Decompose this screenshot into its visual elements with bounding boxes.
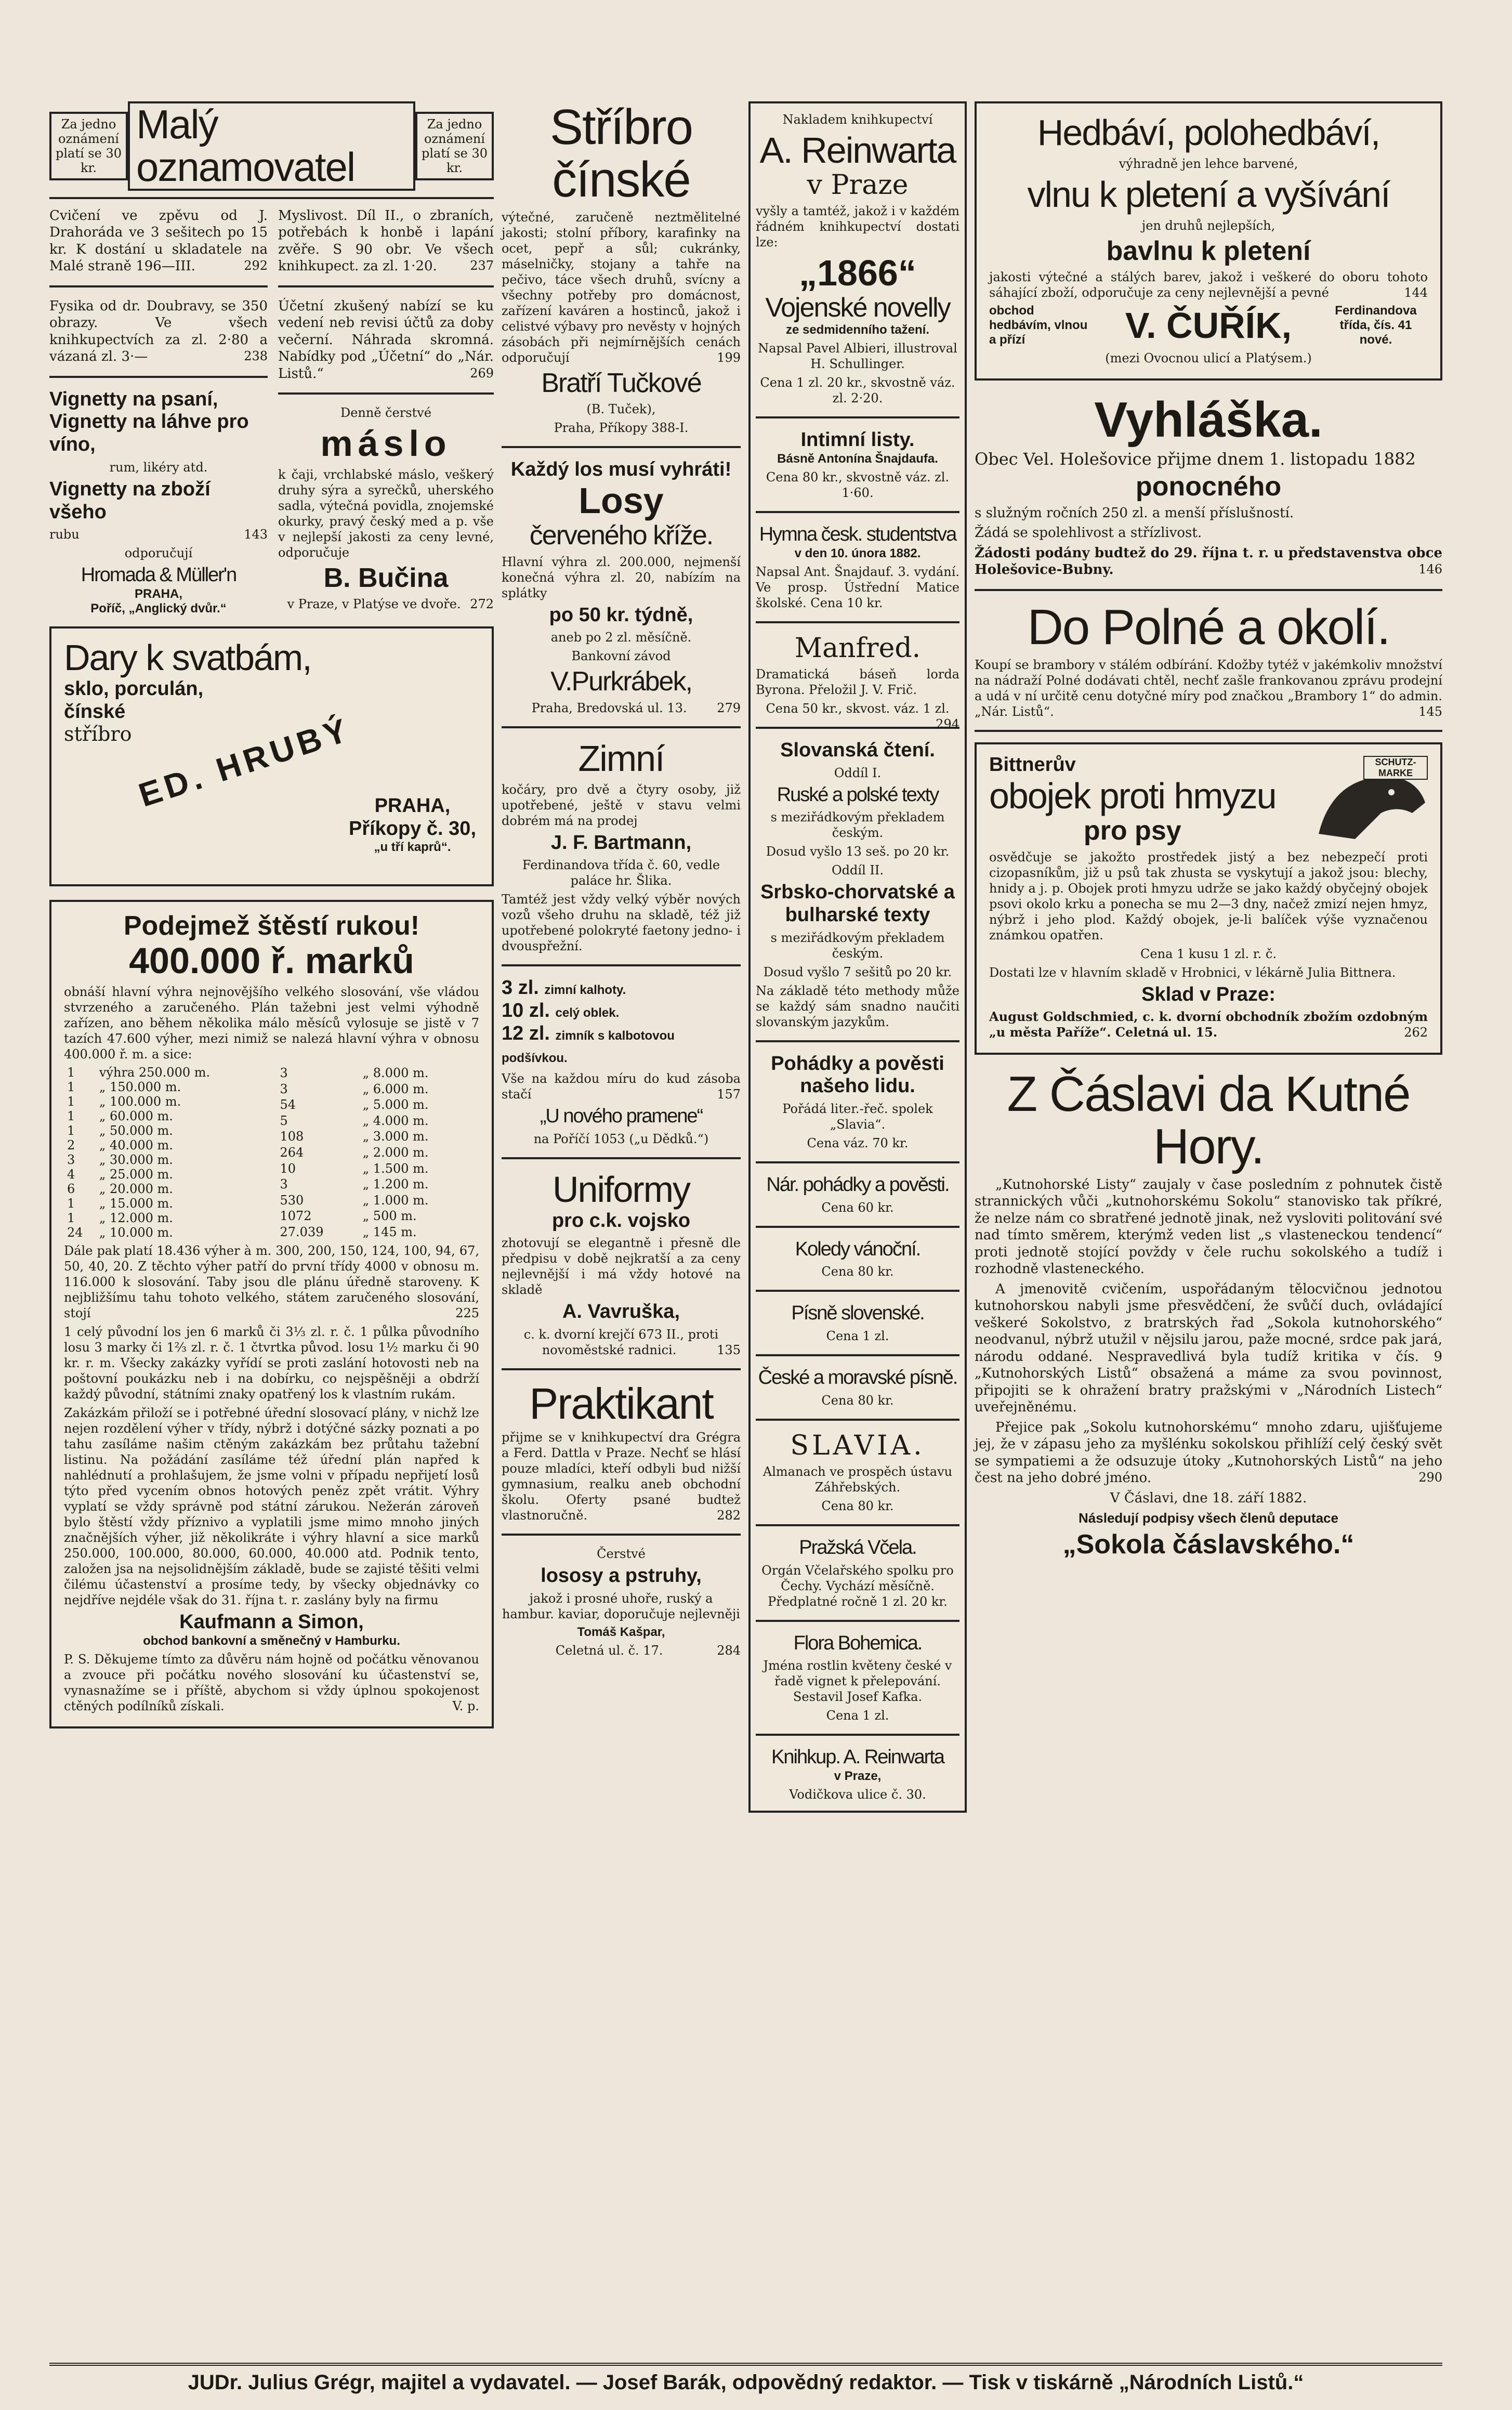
prize-row: 5 „ 4.000 m. <box>280 1113 429 1128</box>
lottery-amount: 400.000 ř. marků <box>129 940 414 981</box>
prize-row: 1 „ 60.000 m. <box>67 1109 173 1124</box>
article-caslav: Z Čáslavi da Kutné Hory. „Kutnohorské Listy“ zaujaly v čase posledním z pohnutek čistě strannických vůči „kutnohorskému Sokolu“ stanovisko tak příkré, že nelze nám co sbratřené jednotě jinak, než vysloviti politování své nad tímto směrem, kterýmž veden list „s vlasteneckou tendencí“ proti jednotě stojící povždy v čele ruchu sokolského a tudíž i rozhodně vlasteneckého. A jmenovitě cvičením, uspořádaným tělocvičnou jednotou kutnohorskou nabyli jsme přesvědčení, že svůčí duch, ovládající veškeré Sokolstvo, z bratrských řad „Sokola kutnohorského“ neodvanul, nýbrž utužil v nějsilu jarou, paže mocné, srdce pak jará, národu oddané. Nespravedlivá byla tudíž kritika v čís. 9 „Kutnohorských Listů“ obsažená a máme za svou povinnost, připojiti se k ohražení bratry pražskými v „Národních Listech“ uveřejněnému. Přejice pak „Sokolu kutnohorskému“ mnoho zdaru, ujišťujeme jej, že v zápasu jeho za myšlénku sokolskou přihlíží celý český svět se sympatiemi a že odsuzuje útoky „Kutnohorských Listů“ na jeho čest na jeho dobré jméno. 290 V Čáslavi, dne 18. září 1882. Následují podpisy všech členů deputace „Sokola čáslavského.“ <box>975 1066 1442 1560</box>
prize-row: 27.039 „ 145 m. <box>280 1224 417 1239</box>
polne-title: Do Polné a okolí. <box>1027 599 1390 655</box>
ad-zimni: Zimní kočáry, pro dvě a čtyry osoby, již upotřebené, ještě v stavu velmi dobrém má na prodej J. F. Bartmann, Ferdinandova třída č. 60, vedle paláce hr. Šlika. Tamtéž jest vždy velký výběr nových vozů všeho druhu na skladě, též již upotřebené polokryté faetony jedno- i dvouspřežní. <box>502 738 741 954</box>
curik-firm: V. ČUŘÍK, <box>1125 305 1292 346</box>
prize-row: 10 „ 1.500 m. <box>280 1161 429 1176</box>
prize-row: 1 „ 15.000 m. <box>67 1196 173 1211</box>
tuckove-firm: Bratří Tučkové <box>541 368 701 398</box>
dog-head-illustration: SCHUTZ-MARKE <box>1308 756 1428 844</box>
ad-cviceni: Cvičení ve zpěvu od J. Drahoráda ve 3 sešitech po 15 kr. K dostání u skladatele na Malé straně 196—III. 292 <box>49 207 268 274</box>
prize-row: 3 „ 1.200 m. <box>280 1177 429 1192</box>
prize-row: 2 „ 40.000 m. <box>67 1138 173 1153</box>
ad-polne: Do Polné a okolí. Koupí se brambory v stálém odbírání. Kdožby tytéž v jakémkoliv množství na nádraží Polné dodávati chtěl, nechť zašle frankovanou zprávu prodejní a udá v ní určitě cenu dotyčné míry pod značkou „Brambory 1“ do admin. „Nár. Listů“. 145 <box>975 599 1442 719</box>
prizes-left <box>64 1065 267 1240</box>
ad-praktikant: Praktikant přijme se v knihkupectví dra Grégra a Ferd. Dattla v Praze. Nechť se hlásí pouze mladíci, kteří odbyli bud nižší gymnasium, realku aneb obchodní školu. Oferty psané budtež vlastnoručně. 282 <box>502 1379 741 1523</box>
vyhlaska-title: Vyhláška. <box>1094 392 1323 448</box>
ad-fysika: Fysika od dr. Doubravy, se 350 obrazy. Ve všech knihkupectvích za zl. 2·80 a vázaná zl. 3·— 238 <box>49 298 268 365</box>
prize-row: 1 výhra 250.000 m. <box>67 1065 211 1080</box>
obojek-title: obojek proti hmyzu <box>989 776 1276 817</box>
small-ads-right <box>278 204 494 616</box>
ad-maslo: Denně čerstvé máslo k čaji, vrchlabské máslo, veškerý druhy sýra a syrečků, uherského sadla, výtečná povidla, znojemské okurky, pravý český med a p. vše v nejlepší jakosti za ceny levné, odporučuje B. Bučina v Praze, v Platýse ve dvoře. 272 <box>278 405 494 612</box>
ad-reinwart: Nakladem knihkupectví A. Reinwarta v Praze vyšly a tamtéž, jakož i v každém řádném knihkupectví dostati lze: „1866“ Vojenské novelly ze sedmidenního tažení. Napsal Pavel Albieri, illustroval H. Schullinger. Cena 1 zl. 20 kr., skvostně váz. zl. 2·20. Intimní listy. Básně Antonína Šnajdaufa. Cena 80 kr., skvostně váz. zl. 1·60. Hymna česk. studentstva v den 10. února 1882. Napsal Ant. Šnajdauf. 3. vydání. Ve prosp. Ústřední Matice školské. Cena 10 kr. Manfred. Dramatická báseň lorda Byrona. Přeložil J. V. Frič. Cena 50 kr., skvost. váz. 1 zl. 294 Slovanská čtení. Oddíl I. Ruské a polské texty s meziřádkovým překladem českým. Dosud vyšlo 13 seš. po 20 kr. Oddíl II. Srbsko-chorvatské a bulharské texty s meziřádkovým překladem českým. Dosud vyšlo 7 sešitů po 20 kr. Na základě této methody může se každý sám snadno naučiti slovanským jazykům. Pohádky a pověsti našeho lidu. Pořádá liter.-řeč. spolek „Slavia“. Cena váz. 70 kr. Nár. pohádky a pověsti. Cena 60 kr. Koledy vánoční. Cena 80 kr. Písně slovenské. Cena 1 zl. České a moravské písně. Cena 80 kr. SLAVIA. Almanach ve prospěch ústavu Záhřebských. Cena 80 kr. Pražská Včela. Orgán Včelařského spolku pro Čechy. Vychází měsíčně. Předplatné ročně 1 zl. 20 kr. Flora Bohemica. Jména rostlin květeny české v řadě vignet k přelepování. Sestavil Josef Kafka. Cena 1 zl. Knihkup. A. Reinwarta v Praze, Vodičkova ulice č. 30. <box>748 101 967 1813</box>
price-badge-right: Za jedno oznámení platí se 30 kr. <box>415 112 494 180</box>
column-3 <box>748 101 967 1826</box>
ad-hedbavi: Hedbáví, polohedbáví, výhradně jen lehce barvené, vlnu k pletení a vyšívání jen druhů nejlepších, bavlnu k pletení jakosti výtečné a stálých barev, jakož i veškeré do oboru tohoto sáhající zboží, odporučuje za ceny nejlevnější a pevné 144 obchod hedbávím, vlnou a přízí V. ČUŘÍK, Ferdinandova třída, čís. 41 nové. (mezi Ovocnou ulicí a Platýsem.) <box>975 101 1442 381</box>
reinwart-firm: A. Reinwarta <box>759 130 956 171</box>
prize-row: 1 „ 50.000 m. <box>67 1123 173 1138</box>
price-badge-left: Za jedno oznámení platí se 30 kr. <box>49 112 128 180</box>
ad-lososy: Čerstvé lososy a pstruhy, jakož i prosné uhoře, ruský a hambur. kaviar, doporučuje nejlevněji Tomáš Kašpar, Celetná ul. č. 17. 284 <box>502 1547 741 1658</box>
hedbavi-title: Hedbáví, polohedbáví, <box>1037 112 1380 153</box>
ad-obojek: Bittnerův obojek proti hmyzu pro psy SCHUTZ-MARKE osvědčuje se jakožto prostředek jistý a bez nebezpečí proti cizopasníkům, již u psů tak zhusta se vyskytují a jakož jsou: blechy, hnidy a j. p. Obojek proti hmyzu udrže se jako každý obyčejný obojek psovi okolo krku a ponecha se mu 2—3 dny, načež zmizí nejen hmyz, nýbrž i jeho plod. Každý obojek, je-li balíček výše vyznačenou známkou opatřen. Cena 1 kusu 1 zl. r. č. Dostati lze v hlavním skladě v Hrobnici, v lékárně Julia Bittnera. Sklad v Praze: August Goldschmied, c. k. dvorní obchodník zbožím ozdobným „u města Paříže“. Celetná ul. 15. 262 <box>975 742 1442 1055</box>
maslo-title: máslo <box>320 423 452 464</box>
prize-row: 24 „ 10.000 m. <box>67 1225 173 1240</box>
ad-ucetni: Účetní zkušený nabízí se ku vedení neb revisi účtů za doby večerní. Náhrada skromná. Nabídky pod „Účetní“ do „Nár. Listů.“ 269 <box>278 298 494 382</box>
column-2: Stříbro čínské výtečné, zaručeně neztmělitelné jakosti; stolní příbory, karafinky na ocet, pepř a sůl; cukránky, máselničky, stojany a tahře na pečivo, táce všech druhů, svícny a všechny potřeby pro domácnost, zařízení kaváren a hostinců, jakož i celistvé výbavy pro nevěsty v hojných zásobách při nejmírnějších cenách odporučují 199 Bratří Tučkové (B. Tuček), Praha, Příkopy 388-I. Každý los musí vyhráti! Losy červeného kříže. Hlavní výhra zl. 200.000, nejmenší konečná výhra zl. 20, nabízím na splátky po 50 kr. týdně, aneb po 2 zl. měsíčně. Bankovní závod V.Purkrábek, Praha, Bredovská ul. 13. 279 Zimní kočáry, pro dvě a čtyry osoby, již upotřebené, ještě v stavu velmi dobrém má na prodej J. F. Bartmann, Ferdinandova třída č. 60, vedle paláce hr. Šlika. Tamtéž jest vždy velký výběr nových vozů všeho druhu na skladě, též již upotřebené polokryté faetony jedno- i dvouspřežní. 3 zl. zimní kalhoty. 10 zl. celý oblek. 12 zl. zimník s kalbotovou podšívkou. Vše na každou míru do kud zásoba stačí 157 „U nového pramene“ na Poříčí 1053 („u Dědků.“) Uniformy pro c.k. vojsko zhotovují se elegantně i přesně dle předpisu v době nejkratší a za ceny nejlevnější i má vždy hotové na skladě A. Vavruška, c. k. dvorní krejčí 673 II., proti novoměstské radnici. 135 Praktikant přijme se v knihkupectví dra Grégra a Ferd. Dattla v Praze. Nechť se hlásí pouze mladíci, kteří odbyli bud nižší gymnasium, realku aneb obchodní školu. Oferty psané budtež vlastnoručně. 282 Čerstvé lososy a pstruhy, jakož i prosné uhoře, ruský a hambur. kaviar, doporučuje nejlevněji Tomáš Kašpar, Celetná ul. č. 17. 284 <box>502 99 741 1658</box>
purkrabek-firm: V.Purkrábek, <box>550 666 692 697</box>
prize-row: 4 „ 25.000 m. <box>67 1167 173 1182</box>
prizes-right <box>277 1065 480 1240</box>
prize-row: 108 „ 3.000 m. <box>280 1129 429 1144</box>
ad-vignetty: Vignetty na psaní, Vignetty na láhve pro víno, rum, likéry atd. Vignetty na zboží všeho rubu 143 odporučují Hromada & Müller'n PRAHA, Poříč, „Anglický dvůr.“ <box>49 388 268 615</box>
ad-lottery: Podejmež štěstí rukou! 400.000 ř. marků obnáší hlavní výhra nejnovějšího velkého slosování, vše vládou stvrzeného a zaručeného. Plán tažebni jest velmi výhodně zařízen, ano během několika málo měsíců vylosuje se jistě v 7 tazích 47.600 výher, mezi nimiž se nalezá hlavní výhra v obnosu 400.000 ř. m. a sice: 1 výhra 250.000 m. 1 „ 150.000 m. 1 „ 100.000 m. 1 „ 60.000 m. 1 „ 50.000 m. 2 „ 40.000 m. 3 „ 30.000 m. 4 „ 25.000 m. 6 „ 20.000 m. 1 „ 15.000 m. 1 „ 12.000 m. 24 „ 10.000 m. 3 „ 8.000 m. 3 „ 6.000 m. 54 „ 5.000 m. 5 „ 4.000 m. 108 „ 3.000 m. 264 „ 2.000 m. 10 „ 1.500 m. 3 „ 1.200 m. 530 „ 1.000 m. 1072 „ 500 m. 27.039 „ 145 m. Dále pak platí 18.436 výher à m. 300, 200, 150, 124, 100, 94, 67, 50, 40, 20. Z těchto výher patří do první třídy 4000 v obnosu m. 116.000 k slosování. Taby jsou dle plánu úředně staroveny. K nejbližšímu tahu tohoto velkého, státem zaručeného slosování, stojí 225 1 celý původní los jen 6 marků či 3⅓ zl. r. č. 1 půlka původního losu 3 marky či 1⅔ zl. r. č. 1 čtvrtka původ. losu 1½ marku či 90 kr. r. m. Všecky zakázky vyřídí se proti zaslání hotovosti neb na poštovní poukázku neb i na dobírku, co nejspěšněji a obdrží každý původní, státními znaky opatřený los k vlastním rukám. Zakázkám přiloží se i potřebné úřední slosovací plány, v nichž lze nejen rozdělení výher v třídy, nýbrž i dotýčné sázky poznati a po tahu zasíláme našim ctěným zakázkám bez průtahu tažební listinu. Na požádání zasíláme též úřední plán napřed k nahlédnutí a prohlašujem, že jsme volni v případu nepřijetí losů týto před vycením obnos hotových peněz zpět vrátit. Výhry vyplatí se vždy správně pod státní zárukou. Nežerán zároveň bylo štěstí vždy příznivo a vyplatili jsme mimo mnoho jiných značnějších výher, již několikráte i výhry hlavní a sice marků 250.000, 100.000, 80.000, 60.000, 40.000 atd. Podnik tento, založen jsa na nejsolidnějším základě, bude se zajisté těšiti velmi čilému účastenství a prosíme tedy, by všecky objednávky co nejdříve nejdéle však do 31. října t. r. zaslány byly na firmu Kaufmann a Simon, obchod bankovní a směnečný v Hamburku. P. S. Děkujeme tímto za důvěru nám hojně od počátku věnovanou a zvouce při počátku nového slosování ku účastenství se, vynasnažíme se i příště, abychom si vždy úplnou spokojenost ctěných podílníků získali. V. p. <box>49 900 494 1728</box>
prize-row: 264 „ 2.000 m. <box>280 1145 429 1160</box>
small-ads-title: Malý oznamovatel <box>128 101 415 191</box>
prize-row: 1 „ 150.000 m. <box>67 1080 181 1095</box>
zimni-title: Zimní <box>578 738 664 779</box>
vignetty-firm: Hromada & Müller'n <box>81 564 236 586</box>
small-ads-header <box>49 101 494 199</box>
stribro-title: Stříbro čínské <box>549 99 693 207</box>
ad-dary: Dary k svatbám, sklo, porculán, čínské stříbro ED. HRUBÝ PRAHA, Příkopy č. 30, „u tří kaprů“. <box>49 626 494 886</box>
prize-row: 530 „ 1.000 m. <box>280 1193 429 1208</box>
prize-row: 1 „ 100.000 m. <box>67 1094 181 1109</box>
vojenske-novelly: Vojenské novelly <box>765 293 950 323</box>
maslo-firm: B. Bučina <box>323 563 449 594</box>
caslav-title: Z Čáslavi da Kutné Hory. <box>1007 1066 1410 1175</box>
lottery-firm: Kaufmann a Simon, <box>179 1611 364 1633</box>
ad-uniformy: Uniformy pro c.k. vojsko zhotovují se elegantně i přesně dle předpisu v době nejkratší a za ceny nejlevnější i má vždy hotové na skladě A. Vavruška, c. k. dvorní krejčí 673 II., proti novoměstské radnici. 135 <box>502 1169 741 1358</box>
prize-row: 3 „ 8.000 m. <box>280 1066 429 1081</box>
hruby-stamp: ED. HRUBÝ <box>134 710 356 814</box>
prize-row: 3 „ 30.000 m. <box>67 1152 173 1168</box>
column-4 <box>975 101 1442 1560</box>
prize-row: 1072 „ 500 m. <box>280 1209 417 1224</box>
colophon: JUDr. Julius Grégr, majitel a vydavatel. — Josef Barák, odpovědný redaktor. — Tisk v tiskárně „Národních Listů.“ <box>49 2363 1442 2394</box>
ad-myslivost: Myslivost. Díl II., o zbraních, potřebách k honbě i lapání zvěře. S 90 obr. Ve všech knihkupect. za zl. 1·20. 237 <box>278 207 494 274</box>
column-1 <box>49 101 494 1742</box>
praktikant-title: Praktikant <box>529 1379 713 1429</box>
small-ads-left <box>49 204 268 616</box>
prize-row: 54 „ 5.000 m. <box>280 1097 429 1112</box>
lottery-title: Podejmež štěstí rukou! <box>123 910 420 941</box>
prize-tables <box>64 1065 479 1240</box>
ad-vyhlaska: Vyhláška. Obec Vel. Holešovice přijme dnem 1. listopadu 1882 ponocného s služným ročních 250 zl. a menší příslušností. Žádá se spolehlivost a střízlivost. Žádosti podány budtež do 29. října t. r. u představenstva obce Holešovice-Bubny. 146 <box>975 392 1442 578</box>
ad-kalhoty: 3 zl. zimní kalhoty. 10 zl. celý oblek. 12 zl. zimník s kalbotovou podšívkou. Vše na každou míru do kud zásoba stačí 157 „U nového pramene“ na Poříčí 1053 („u Dědků.“) <box>502 977 741 1146</box>
uniformy-title: Uniformy <box>552 1169 690 1210</box>
prize-row: 3 „ 6.000 m. <box>280 1081 429 1096</box>
ad-losy: Každý los musí vyhráti! Losy červeného kříže. Hlavní výhra zl. 200.000, nejmenší konečná výhra zl. 20, nabízím na splátky po 50 kr. týdně, aneb po 2 zl. měsíčně. Bankovní závod V.Purkrábek, Praha, Bredovská ul. 13. 279 <box>502 458 741 715</box>
prize-row: 6 „ 20.000 m. <box>67 1182 173 1197</box>
dary-title: Dary k svatbám, <box>64 637 311 678</box>
losy-title: Losy <box>578 480 664 521</box>
prize-row: 1 „ 12.000 m. <box>67 1211 173 1226</box>
